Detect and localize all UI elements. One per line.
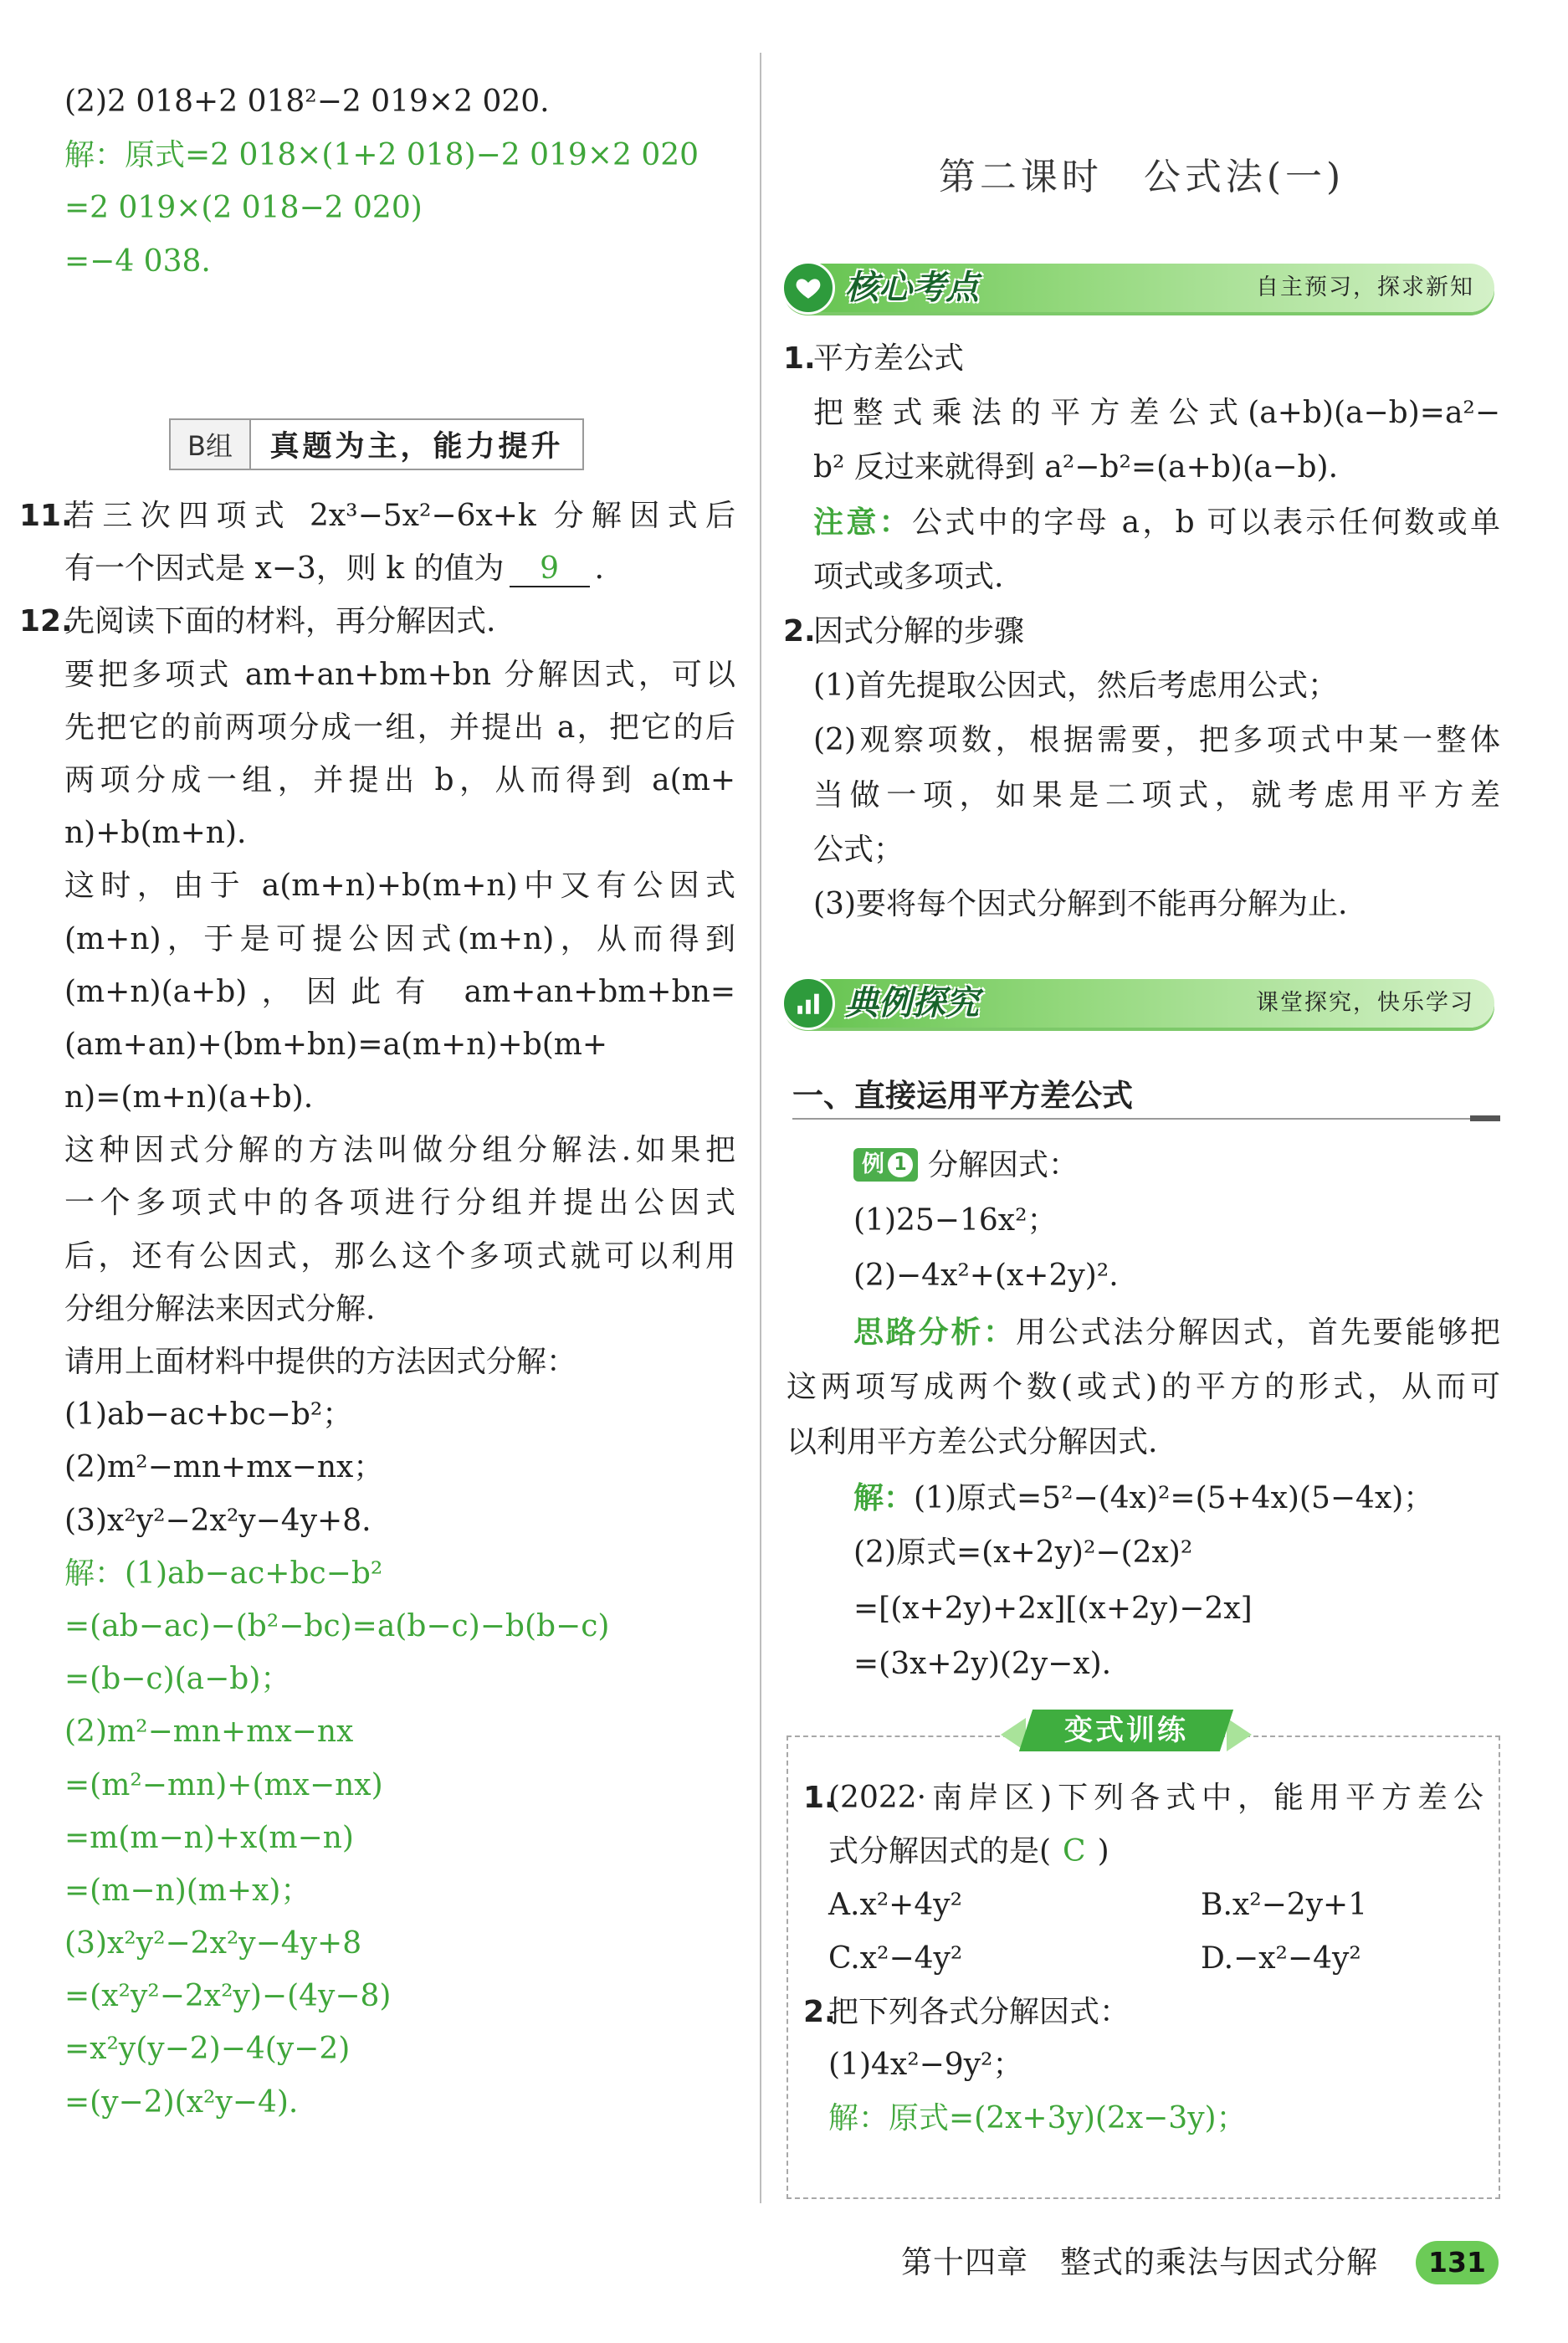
q12-solution-line: =m(m−n)+x(m−n) bbox=[64, 1820, 354, 1855]
q12-material-line: n)+b(m+n). bbox=[64, 816, 247, 851]
q12-material-line: (m+n)(a+b)，因此有 am+an+bm+bn= bbox=[64, 974, 735, 1009]
q12-material-line: 要把多项式 am+an+bm+bn 分解因式，可以 bbox=[64, 657, 735, 692]
q11-text: 若三次四项式 2x³−5x²−6x+k 分解因式后 bbox=[64, 499, 735, 533]
example-solution-line: =(3x+2y)(2y−x). bbox=[853, 1646, 1112, 1681]
q12-material-line: n)=(m+n)(a+b). bbox=[64, 1080, 314, 1115]
practice-title: 变式训练 bbox=[1064, 1714, 1188, 1747]
practice-q2-prompt: 把下列各式分解因式： bbox=[828, 1994, 1130, 2029]
prev-solution-line: =−4 038. bbox=[64, 244, 211, 279]
core-step-line: 公式； bbox=[813, 832, 904, 867]
q11-line bbox=[64, 542, 735, 595]
analysis-label: 思路分析： bbox=[853, 1314, 1016, 1350]
q12-prompt-line bbox=[19, 595, 735, 648]
analysis-line: 以利用平方差公式分解因式. bbox=[787, 1424, 1158, 1459]
q12-part: (2)m²−mn+mx−nx； bbox=[64, 1450, 384, 1485]
lesson-title: 第二课时 公式法(一) bbox=[938, 156, 1345, 198]
practice-q2-solution: 解：原式=(2x+3y)(2x−3y)； bbox=[828, 2101, 1247, 2136]
practice-content bbox=[803, 1771, 1483, 2146]
example-badge-number: 1 bbox=[888, 1152, 913, 1177]
q11-text: 有一个因式是 x−3，则 k 的值为 bbox=[64, 551, 505, 587]
solution-text: (1)原式=5²−(4x)²=(5+4x)(5−4x)； bbox=[914, 1481, 1434, 1516]
example-part: (2)−4x²+(x+2y)². bbox=[853, 1259, 1119, 1294]
q12-solution-line: =(x²y²−2x²y)−(4y−8) bbox=[64, 1979, 392, 2014]
q11-number: 11. bbox=[19, 499, 73, 533]
practice-q2-line bbox=[803, 1986, 1483, 2039]
core-item1-number: 1. bbox=[783, 341, 816, 376]
core-item2-title bbox=[783, 604, 1500, 659]
q12-solution-line: 解：(1)ab−ac+bc−b² bbox=[64, 1556, 383, 1591]
subheading-rule bbox=[792, 1118, 1500, 1120]
option-d: D.−x²−4y² bbox=[1201, 1941, 1361, 1976]
q12-part: (1)ab−ac+bc−b²； bbox=[64, 1397, 353, 1433]
option-b: B.x²−2y+1 bbox=[1201, 1887, 1368, 1922]
footer-chapter: 第十四章 整式的乘法与因式分解 bbox=[901, 2244, 1378, 2280]
q12-solution-line: =(m−n)(m+x)； bbox=[64, 1873, 311, 1908]
example-content bbox=[787, 1138, 1500, 1692]
q12-material-line: 这时，由于 a(m+n)+b(m+n)中又有公因式 bbox=[64, 869, 735, 904]
group-b-tag: B组 bbox=[171, 420, 251, 469]
analysis-line bbox=[787, 1305, 1500, 1360]
core-item2-number: 2. bbox=[783, 613, 816, 649]
q12-solution-line: =(m²−mn)+(mx−nx) bbox=[64, 1767, 383, 1802]
example-tagline: 课堂探究，快乐学习 bbox=[1256, 990, 1474, 1016]
practice-q2-part: (1)4x²−9y²； bbox=[828, 2048, 1023, 2083]
practice-q1-text: 式分解因式的是( bbox=[828, 1833, 1052, 1869]
q12-task: 请用上面材料中提供的方法因式分解： bbox=[64, 1345, 577, 1379]
practice-q1-number: 1. bbox=[803, 1781, 836, 1815]
problems-11-12 bbox=[19, 490, 735, 2129]
analysis-text: 用公式法分解因式，首先要能够把 bbox=[1015, 1315, 1500, 1350]
prev-solution-line: =2 019×(2 018−2 020) bbox=[64, 191, 423, 225]
example-prompt-line bbox=[787, 1138, 1500, 1193]
practice-q1-line bbox=[803, 1771, 1483, 1825]
q11-answer-blank: 9 bbox=[510, 552, 590, 587]
core-step-line: (1)首先提取公因式，然后考虑用公式； bbox=[813, 669, 1338, 704]
chart-icon bbox=[781, 977, 835, 1030]
prev-question: (2)2 018+2 018²−2 019×2 020. bbox=[64, 85, 550, 119]
q12-material-line: 先把它的前两项分成一组，并提出 a，把它的后 bbox=[64, 710, 735, 745]
core-points-tagline: 自主预习，探求新知 bbox=[1256, 274, 1474, 300]
q12-material-line: 两项分成一组，并提出 b，从而得到 a(m+ bbox=[64, 762, 735, 797]
practice-banner bbox=[1001, 1710, 1252, 1751]
q12-solution-line: (3)x²y²−2x²y−4y+8 bbox=[64, 1926, 362, 1961]
note-text: 公式中的字母 a，b 可以表示任何数或单 bbox=[911, 505, 1500, 540]
example-banner bbox=[783, 979, 1494, 1028]
note-label: 注意： bbox=[813, 504, 912, 540]
q12-number: 12. bbox=[19, 604, 73, 639]
example-title: 典例探究 bbox=[845, 984, 979, 1023]
subheading-rule-end bbox=[1470, 1115, 1500, 1121]
q12-material-line: 一个多项式中的各项进行分组并提出公因式 bbox=[64, 1186, 735, 1221]
q11-line bbox=[19, 490, 735, 542]
core-item1-label: 平方差公式 bbox=[813, 341, 965, 376]
q12-material-line: 分组分解法来因式分解. bbox=[64, 1291, 376, 1326]
core-item1-title bbox=[783, 331, 1500, 386]
example-badge bbox=[853, 1148, 918, 1182]
example-part: (1)25−16x²； bbox=[853, 1203, 1058, 1238]
practice-options-row bbox=[828, 1879, 1483, 1932]
practice-q1-answer: C bbox=[1063, 1833, 1086, 1869]
example-solution-line: (2)原式=(x+2y)²−(2x)² bbox=[853, 1536, 1193, 1571]
practice-options-row bbox=[828, 1932, 1483, 1986]
core-note-line: 项式或多项式. bbox=[813, 559, 1004, 594]
previous-problem bbox=[64, 75, 735, 288]
prev-solution-line: 解：原式=2 018×(1+2 018)−2 019×2 020 bbox=[64, 137, 699, 172]
example-solution-line bbox=[787, 1470, 1500, 1525]
group-b-title: 真题为主，能力提升 bbox=[269, 429, 564, 464]
solution-label: 解： bbox=[853, 1480, 915, 1516]
example-badge-prefix: 例 bbox=[862, 1151, 884, 1177]
core-step-line: (3)要将每个因式分解到不能再分解为止. bbox=[813, 886, 1348, 921]
q12-material-line: (am+an)+(bm+bn)=a(m+n)+b(m+ bbox=[64, 1027, 608, 1062]
practice-q2-number: 2. bbox=[803, 1994, 836, 2029]
practice-q1-line bbox=[828, 1825, 1483, 1879]
q12-material-line: 后，还有公因式，那么这个多项式就可以利用 bbox=[64, 1238, 735, 1274]
option-a: A.x²+4y² bbox=[828, 1887, 963, 1922]
q12-solution-line: (2)m²−mn+mx−nx bbox=[64, 1715, 354, 1750]
core-item2-label: 因式分解的步骤 bbox=[813, 613, 1025, 649]
practice-q1-end: ) bbox=[1097, 1833, 1109, 1869]
analysis-line: 这两项写成两个数(或式)的平方的形式，从而可 bbox=[787, 1369, 1500, 1404]
page-number: 131 bbox=[1416, 2241, 1499, 2284]
q12-solution-line: =(y−2)(x²y−4). bbox=[64, 2084, 299, 2120]
q12-solution-line: =(b−c)(a−b)； bbox=[64, 1662, 291, 1697]
banner-right-triangle bbox=[1227, 1718, 1252, 1751]
core-points-content bbox=[783, 331, 1500, 931]
q12-solution-line: =x²y(y−2)−4(y−2) bbox=[64, 2032, 351, 2067]
option-c: C.x²−4y² bbox=[828, 1941, 963, 1976]
core-points-title: 核心考点 bbox=[845, 269, 979, 307]
q12-material-line: (m+n)，于是可提公因式(m+n)，从而得到 bbox=[64, 921, 735, 956]
q11-end: . bbox=[594, 551, 604, 587]
core-step-line: 当做一项，如果是二项式，就考虑用平方差 bbox=[813, 777, 1500, 813]
q12-prompt: 先阅读下面的材料，再分解因式. bbox=[64, 604, 496, 639]
q12-solution-line: =(ab−ac)−(b²−bc)=a(b−c)−b(b−c) bbox=[64, 1608, 610, 1643]
core-item1-line: b² 反过来就得到 a²−b²=(a+b)(a−b). bbox=[813, 450, 1339, 485]
heart-icon bbox=[781, 261, 835, 315]
practice-q1-text: (2022·南岸区)下列各式中，能用平方差公 bbox=[828, 1781, 1483, 1815]
example-prompt: 分解因式： bbox=[928, 1148, 1079, 1182]
core-points-banner bbox=[783, 264, 1494, 312]
core-step-line: (2)观察项数，根据需要，把多项式中某一整体 bbox=[813, 723, 1500, 758]
group-b-box bbox=[169, 418, 584, 470]
q12-part: (3)x²y²−2x²y−4y+8. bbox=[64, 1503, 372, 1538]
column-divider bbox=[760, 53, 761, 2203]
example-solution-line: =[(x+2y)+2x][(x+2y)−2x] bbox=[853, 1591, 1253, 1626]
core-item1-line: 把整式乘法的平方差公式(a+b)(a−b)=a²− bbox=[813, 396, 1500, 431]
q12-material-line: 这种因式分解的方法叫做分组分解法.如果把 bbox=[64, 1133, 735, 1168]
core-note-line bbox=[813, 495, 1500, 550]
example-subheading: 一、直接运用平方差公式 bbox=[792, 1078, 1133, 1114]
